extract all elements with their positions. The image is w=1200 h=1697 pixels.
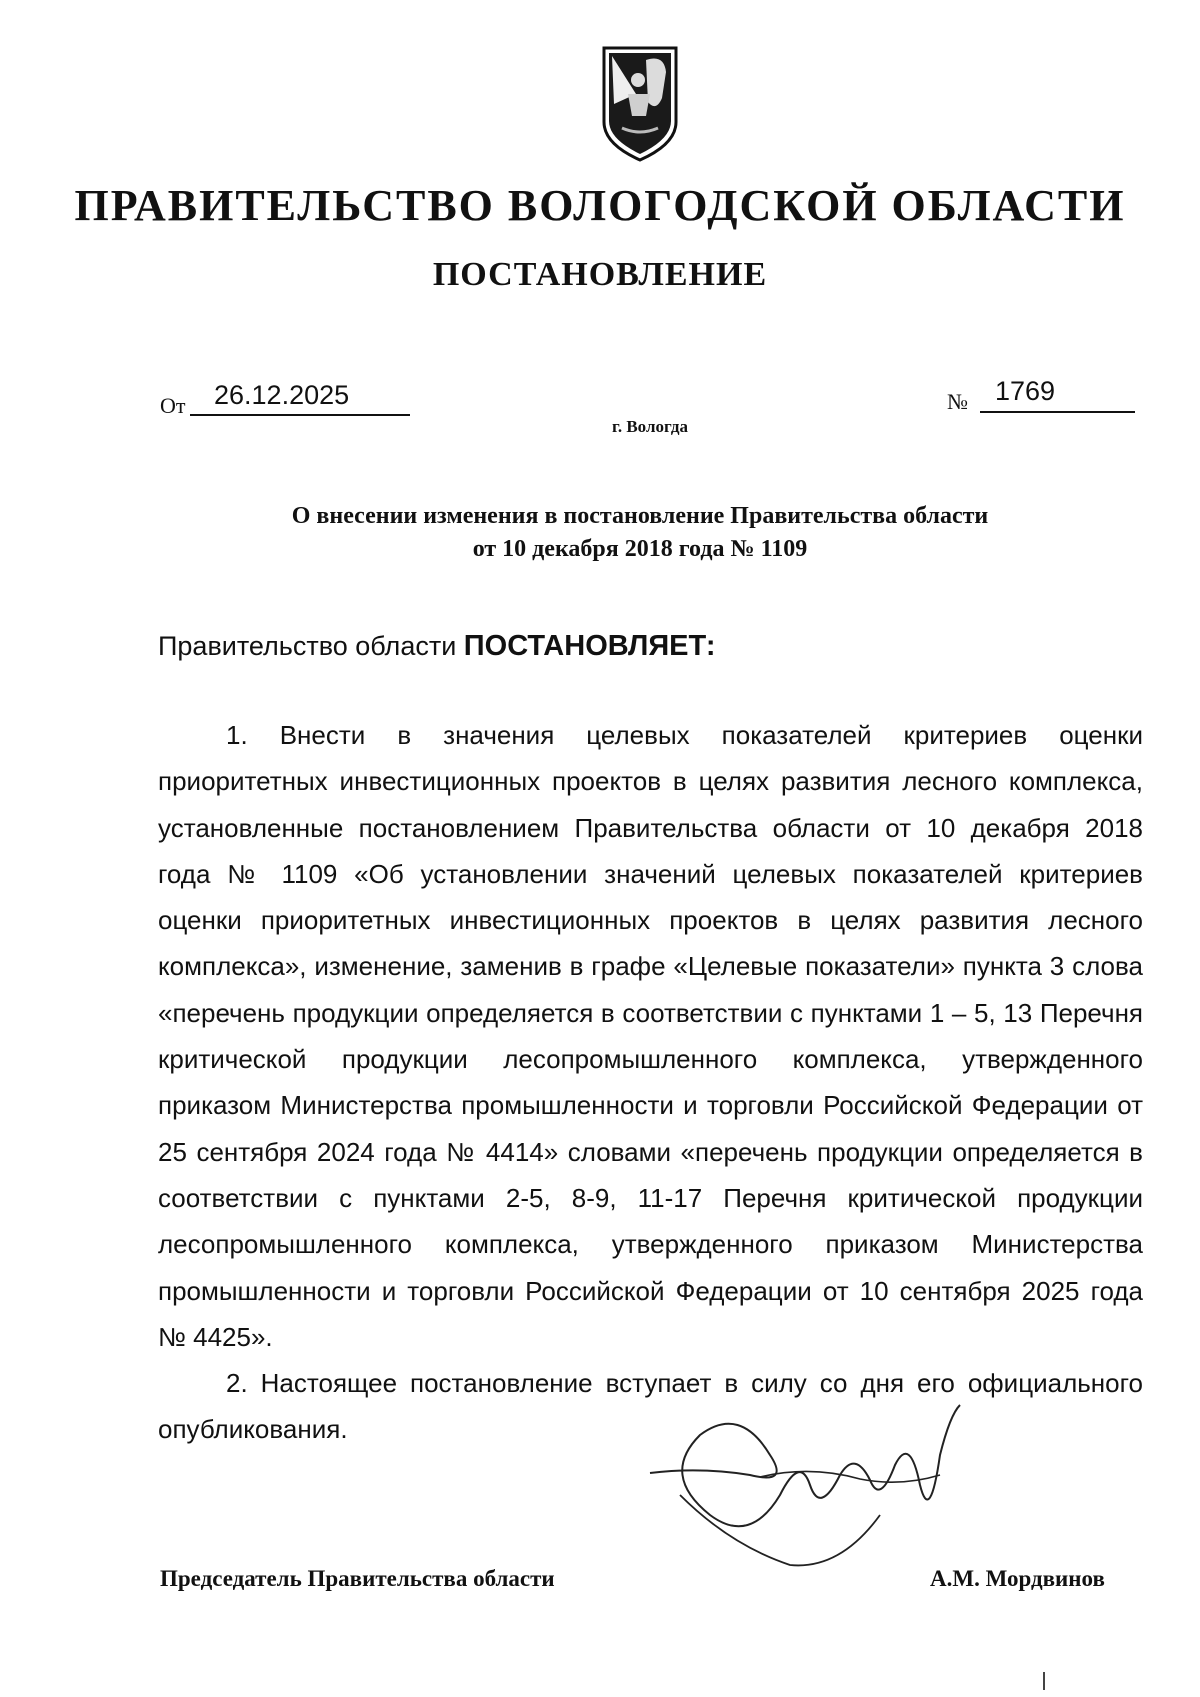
number-label: № xyxy=(947,389,968,414)
date-label: От xyxy=(160,393,186,418)
document-subject xyxy=(180,500,1100,566)
subject-line-1: О внесении изменения в постановление Правительства области xyxy=(291,503,989,529)
signer-title: Председатель Правительства области xyxy=(160,1566,555,1591)
paragraph-2: 2. Настоящее постановление вступает в силу со дня его официального опубликования. xyxy=(158,1368,1143,1445)
preamble-text: Правительство области xyxy=(158,631,457,661)
paragraph-1: 1. Внести в значения целевых показателей критериев оценки приоритетных инвестиционных проектов в целях развития лесного комплекса, установленные постановлением Правительства области от 10 декабря 2018 года № 1109 «Об установлении значений целевых показателей критериев оценки приоритетных инвестиционных проектов в целях развития лесного комплекса», изменение, заменив в графе «Целевые показатели» пункта 3 слова «перечень продукции определяется в соответствии с пунктами 1 – 5, 13 Перечня критической продукции лесопромышленного комплекса, утвержденного приказом Министерства промышленности и торговли Российской Федерации от 25 сентября 2024 года № 4414» словами «перечень продукции определяется в соответствии с пунктами 2-5, 8-9, 11-17 Перечня критической продукции лесопромышленного комплекса, утвержденного приказом Министерства промышленности и торговли Российской Федерации от 10 сентября 2025 года № 4425». xyxy=(158,720,1143,1352)
document-body xyxy=(158,712,1143,1453)
document-date: 26.12.2025 xyxy=(214,380,350,410)
document-type: ПОСТАНОВЛЕНИЕ xyxy=(432,256,768,293)
subject-line-2: от 10 декабря 2018 года № 1109 xyxy=(472,536,808,562)
preamble xyxy=(158,630,716,663)
handwritten-signature-icon xyxy=(640,1395,970,1575)
document-number: 1769 xyxy=(995,376,1056,406)
coat-of-arms-icon xyxy=(600,44,680,164)
city: г. Вологда xyxy=(612,417,688,436)
organization-title: ПРАВИТЕЛЬСТВО ВОЛОГОДСКОЙ ОБЛАСТИ xyxy=(74,181,1126,230)
preamble-decree-word: ПОСТАНОВЛЯЕТ: xyxy=(463,630,716,662)
signer-name: А.М. Мордвинов xyxy=(930,1566,1105,1591)
page-mark xyxy=(1043,1672,1045,1690)
